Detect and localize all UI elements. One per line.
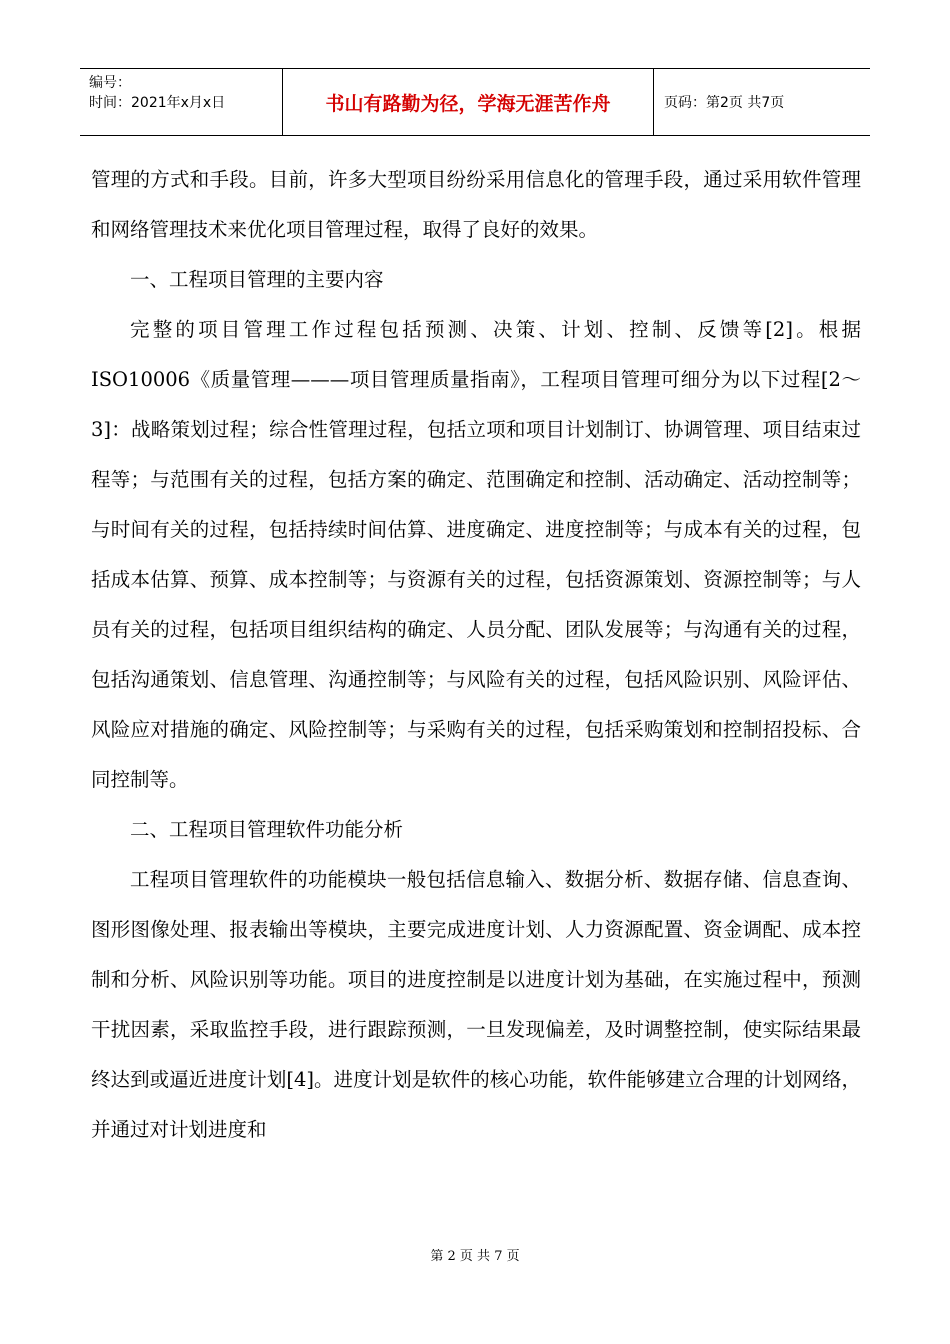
page-footer: 第 2 页 共 7 页	[430, 1249, 520, 1264]
document-time-label: 时间：2021年x月x日	[89, 95, 226, 111]
body-paragraph: 完整的项目管理工作过程包括预测、决策、计划、控制、反馈等[2]。根据ISO10006《质量管理———项目管理质量指南》，工程项目管理可细分为以下过程[2～3]：战略策划过程；综合性管理过程，包括立项和项目计划制订、协调管理、项目结束过程等；与范围有关的过程，包括方案的确定、范围确定和控制、活动确定、活动控制等；与时间有关的过程，包括持续时间估算、进度确定、进度控制等；与成本有关的过程，包括成本估算、预算、成本控制等；与资源有关的过程，包括资源策划、资源控制等；与人员有关的过程，包括项目组织结构的确定、人员分配、团队发展等；与沟通有关的过程，包括沟通策划、信息管理、沟通控制等；与风险有关的过程，包括风险识别、风险评估、风险应对措施的确定、风险控制等；与采购有关的过程，包括采购策划和控制招投标、合同控制等。	[91, 318, 861, 791]
body-paragraph: 管理的方式和手段。目前，许多大型项目纷纷采用信息化的管理手段，通过采用软件管理和网络管理技术来优化项目管理过程，取得了良好的效果。	[91, 168, 861, 241]
section-heading-1: 一、工程项目管理的主要内容	[130, 268, 384, 291]
header-page-info: 页码：第2页 共7页	[664, 95, 785, 111]
document-body	[91, 155, 861, 1155]
section-heading-2: 二、工程项目管理软件功能分析	[130, 818, 404, 841]
page-header	[80, 68, 870, 136]
body-paragraph: 工程项目管理软件的功能模块一般包括信息输入、数据分析、数据存储、信息查询、图形图像处理、报表输出等模块，主要完成进度计划、人力资源配置、资金调配、成本控制和分析、风险识别等功能。项目的进度控制是以进度计划为基础，在实施过程中，预测干扰因素，采取监控手段，进行跟踪预测，一旦发现偏差，及时调整控制，使实际结果最终达到或逼近进度计划[4]。进度计划是软件的核心功能，软件能够建立合理的计划网络，并通过对计划进度和	[91, 868, 861, 1141]
header-motto: 书山有路勤为径，学海无涯苦作舟	[283, 69, 654, 135]
header-meta	[80, 69, 283, 135]
document-number-label: 编号：	[89, 75, 131, 91]
